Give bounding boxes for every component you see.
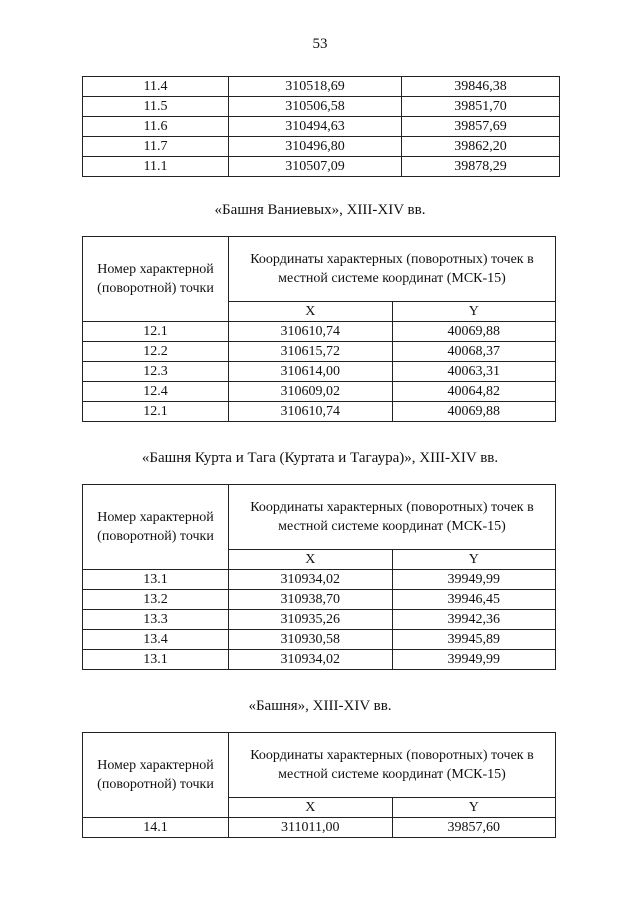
table-row bbox=[83, 818, 556, 838]
table-row bbox=[83, 610, 556, 630]
y-value: 39857,69 bbox=[402, 117, 560, 137]
x-value: 310934,02 bbox=[229, 650, 393, 670]
table-header-row bbox=[83, 485, 556, 550]
point-number: 12.4 bbox=[83, 382, 229, 402]
table-row bbox=[83, 322, 556, 342]
section-title: «Башня Ваниевых», XIII-XIV вв. bbox=[214, 202, 426, 218]
table-row bbox=[83, 570, 556, 590]
point-number: 13.1 bbox=[83, 570, 229, 590]
coordinates-table bbox=[82, 484, 556, 670]
x-value: 310609,02 bbox=[229, 382, 393, 402]
y-value: 39862,20 bbox=[402, 137, 560, 157]
y-value: 40068,37 bbox=[392, 342, 556, 362]
point-number: 11.4 bbox=[83, 77, 229, 97]
point-number: 12.1 bbox=[83, 402, 229, 422]
section-title: «Башня», XIII-XIV вв. bbox=[248, 698, 392, 714]
y-value: 40069,88 bbox=[392, 322, 556, 342]
coords-column-header: Координаты характерных (поворотных) точек в местной системе координат (МСК-15) bbox=[229, 733, 556, 798]
y-value: 39851,70 bbox=[402, 97, 560, 117]
x-value: 310507,09 bbox=[229, 157, 402, 177]
point-column-header: Номер характерной (поворотной) точки bbox=[83, 237, 229, 322]
table-row bbox=[83, 97, 560, 117]
y-value: 39846,38 bbox=[402, 77, 560, 97]
point-number: 14.1 bbox=[83, 818, 229, 838]
x-value: 310518,69 bbox=[229, 77, 402, 97]
table-header-row bbox=[83, 733, 556, 798]
table-row bbox=[83, 137, 560, 157]
point-number: 13.4 bbox=[83, 630, 229, 650]
table-row bbox=[83, 157, 560, 177]
y-value: 39949,99 bbox=[392, 570, 556, 590]
x-value: 310935,26 bbox=[229, 610, 393, 630]
y-column-header: Y bbox=[392, 302, 556, 322]
y-value: 39946,45 bbox=[392, 590, 556, 610]
x-value: 311011,00 bbox=[229, 818, 393, 838]
y-column-header: Y bbox=[392, 550, 556, 570]
table-row bbox=[83, 382, 556, 402]
y-value: 39942,36 bbox=[392, 610, 556, 630]
y-value: 39949,99 bbox=[392, 650, 556, 670]
point-column-header: Номер характерной (поворотной) точки bbox=[83, 485, 229, 570]
point-number: 11.7 bbox=[83, 137, 229, 157]
coords-column-header: Координаты характерных (поворотных) точек в местной системе координат (МСК-15) bbox=[229, 237, 556, 302]
x-value: 310610,74 bbox=[229, 402, 393, 422]
table-row bbox=[83, 342, 556, 362]
point-number: 12.3 bbox=[83, 362, 229, 382]
y-value: 39945,89 bbox=[392, 630, 556, 650]
table-row bbox=[83, 362, 556, 382]
x-column-header: X bbox=[229, 302, 393, 322]
table-header-row bbox=[83, 237, 556, 302]
x-value: 310614,00 bbox=[229, 362, 393, 382]
table-row bbox=[83, 650, 556, 670]
coordinates-table bbox=[82, 732, 556, 838]
point-number: 11.1 bbox=[83, 157, 229, 177]
x-column-header: X bbox=[229, 798, 393, 818]
section-title: «Башня Курта и Тага (Куртата и Тагаура)», XIII-XIV вв. bbox=[141, 450, 499, 466]
x-value: 310496,80 bbox=[229, 137, 402, 157]
x-value: 310930,58 bbox=[229, 630, 393, 650]
y-value: 40069,88 bbox=[392, 402, 556, 422]
y-value: 40063,31 bbox=[392, 362, 556, 382]
table-row bbox=[83, 630, 556, 650]
point-number: 13.2 bbox=[83, 590, 229, 610]
point-number: 11.5 bbox=[83, 97, 229, 117]
point-number: 13.3 bbox=[83, 610, 229, 630]
x-value: 310938,70 bbox=[229, 590, 393, 610]
point-number: 13.1 bbox=[83, 650, 229, 670]
y-value: 39857,60 bbox=[392, 818, 556, 838]
table-row bbox=[83, 590, 556, 610]
x-value: 310610,74 bbox=[229, 322, 393, 342]
x-value: 310615,72 bbox=[229, 342, 393, 362]
y-value: 39878,29 bbox=[402, 157, 560, 177]
y-value: 40064,82 bbox=[392, 382, 556, 402]
y-column-header: Y bbox=[392, 798, 556, 818]
point-number: 11.6 bbox=[83, 117, 229, 137]
x-column-header: X bbox=[229, 550, 393, 570]
x-value: 310506,58 bbox=[229, 97, 402, 117]
point-number: 12.2 bbox=[83, 342, 229, 362]
x-value: 310934,02 bbox=[229, 570, 393, 590]
point-number: 12.1 bbox=[83, 322, 229, 342]
table-row bbox=[83, 77, 560, 97]
page-number: 53 bbox=[312, 36, 328, 52]
coordinates-table bbox=[82, 236, 556, 422]
table-row bbox=[83, 402, 556, 422]
coordinates-table-continued bbox=[82, 76, 560, 177]
table-row bbox=[83, 117, 560, 137]
x-value: 310494,63 bbox=[229, 117, 402, 137]
point-column-header: Номер характерной (поворотной) точки bbox=[83, 733, 229, 818]
coords-column-header: Координаты характерных (поворотных) точек в местной системе координат (МСК-15) bbox=[229, 485, 556, 550]
